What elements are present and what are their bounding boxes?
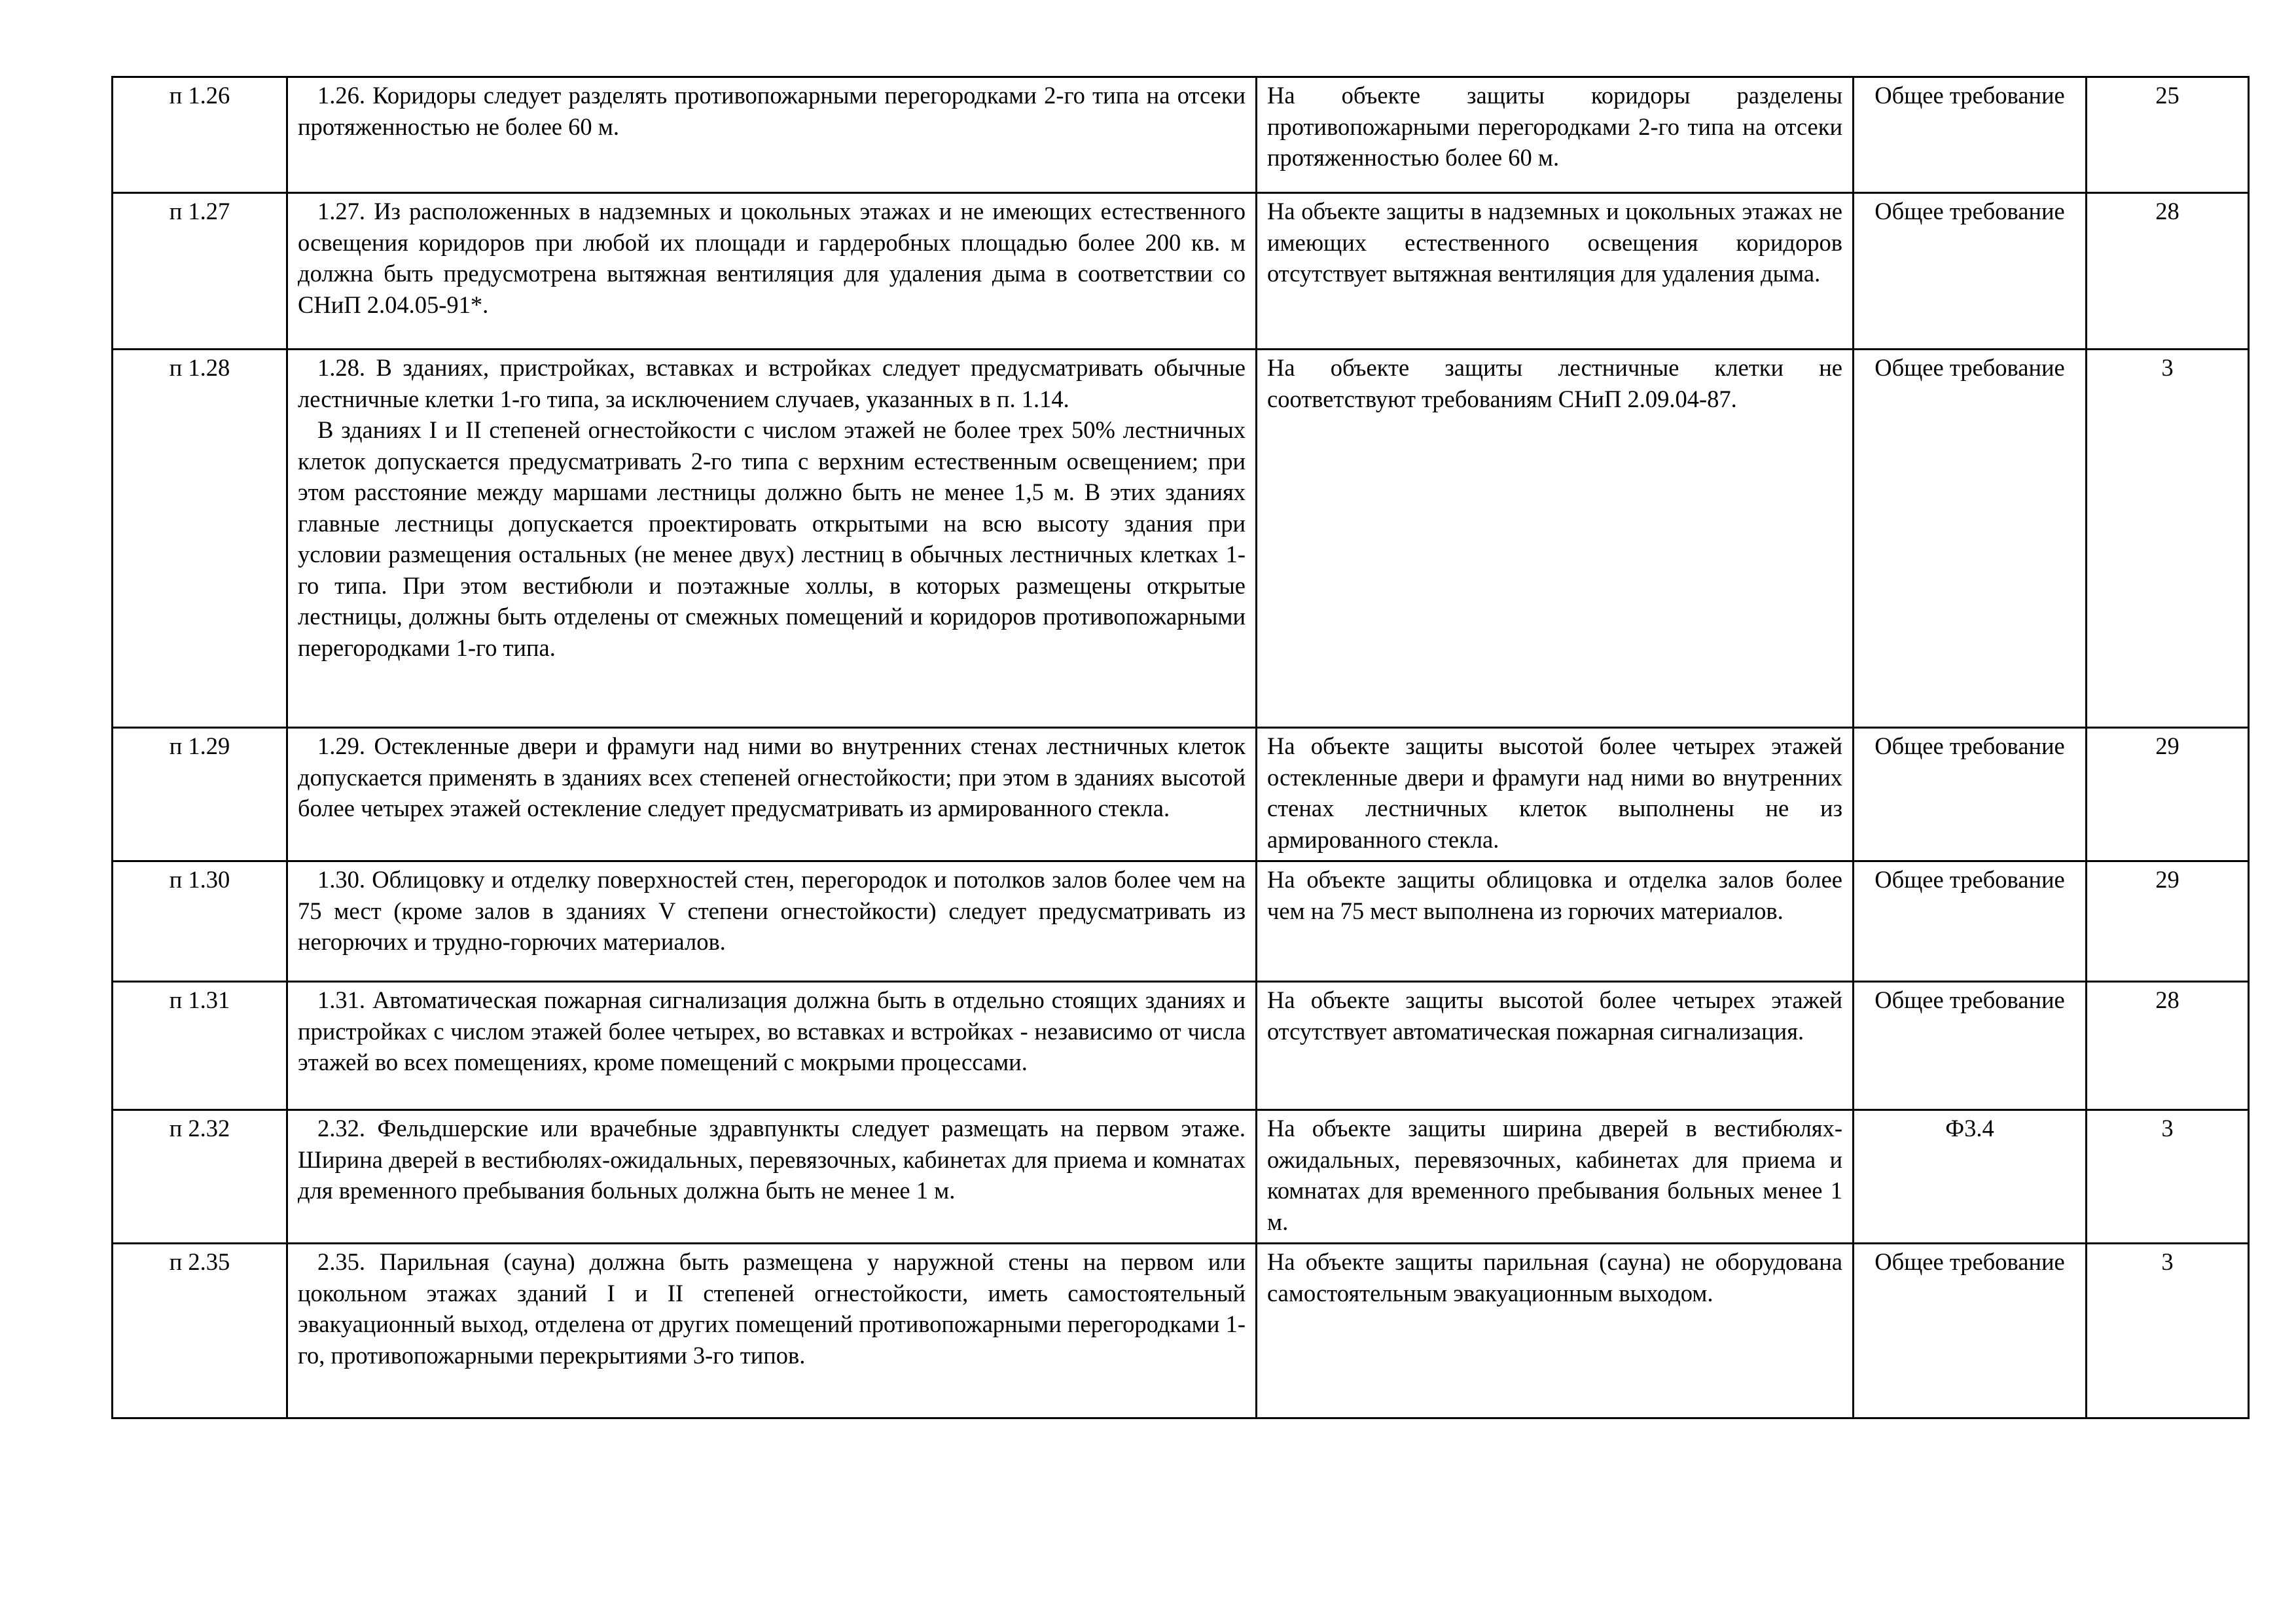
- requirement-text: [287, 350, 1257, 728]
- violation-text: На объекте защиты ширина дверей в вестибюлях-ожидальных, перевязочных, кабинетах для приема и комнатах для временного пребывания больных менее 1 м.: [1257, 1110, 1854, 1244]
- requirement-paragraph: 1.29. Остекленные двери и фрамуги над ними во внутренних стенах лестничных клеток допускается применять в зданиях всех степеней огнестойкости; при этом в зданиях высотой более четырех этажей остекление следует предусматривать из армированного стекла.: [298, 732, 1246, 821]
- table-row: [113, 861, 2249, 982]
- requirement-paragraph: 1.30. Облицовку и отделку поверхностей стен, перегородок и потолков залов более чем на 75 мест (кроме залов в зданиях V степени огнестойкости) следует предусматривать из негорючих и трудно-горючих материалов.: [298, 866, 1246, 955]
- requirement-paragraph: 1.26. Коридоры следует разделять противопожарными перегородками 2-го типа на отсеки протяженностью не более 60 м.: [298, 82, 1246, 140]
- clause-reference: п 1.27: [113, 193, 287, 350]
- requirement-text: [287, 77, 1257, 193]
- clause-reference: п 1.30: [113, 861, 287, 982]
- requirement-category: Общее требование: [1854, 77, 2087, 193]
- requirement-category: Общее требование: [1854, 350, 2087, 728]
- requirement-paragraph: 1.28. В зданиях, пристройках, вставках и встройках следует предусматривать обычные лестничные клетки 1-го типа, за исключением случаев, указанных в п. 1.14.: [298, 354, 1246, 412]
- requirement-paragraph: 1.27. Из расположенных в надземных и цокольных этажах и не имеющих естественного освещения коридоров при любой их площади и гардеробных площадью более 200 кв. м должна быть предусмотрена вытяжная вентиляция для удаления дыма в соответствии со СНиП 2.04.05-91*.: [298, 198, 1246, 318]
- violation-text: На объекте защиты облицовка и отделка залов более чем на 75 мест выполнена из горючих материалов.: [1257, 861, 1854, 982]
- violation-text: На объекте защиты парильная (сауна) не оборудована самостоятельным эвакуационным выходом.: [1257, 1244, 1854, 1418]
- violation-text: На объекте защиты высотой более четырех этажей остекленные двери и фрамуги над ними во внутренних стенах лестничных клеток выполнены не из армированного стекла.: [1257, 728, 1854, 861]
- table-row: [113, 728, 2249, 861]
- table-row: [113, 77, 2249, 193]
- requirement-text: [287, 982, 1257, 1110]
- requirement-paragraph: 2.35. Парильная (сауна) должна быть размещена у наружной стены на первом или цокольном этажах зданий I и II степеней огнестойкости, иметь самостоятельный эвакуационный выход, отделена от других помещений противопожарными перегородками 1-го, противопожарными перекрытиями 3-го типов.: [298, 1248, 1246, 1369]
- reference-number: 28: [2087, 982, 2249, 1110]
- reference-number: 25: [2087, 77, 2249, 193]
- reference-number: 3: [2087, 350, 2249, 728]
- clause-reference: п 2.35: [113, 1244, 287, 1418]
- requirement-text: [287, 728, 1257, 861]
- reference-number: 3: [2087, 1244, 2249, 1418]
- reference-number: 29: [2087, 861, 2249, 982]
- requirement-text: [287, 1110, 1257, 1244]
- requirement-text: [287, 861, 1257, 982]
- clause-reference: п 1.28: [113, 350, 287, 728]
- reference-number: 3: [2087, 1110, 2249, 1244]
- requirement-category: Общее требование: [1854, 861, 2087, 982]
- clause-reference: п 1.26: [113, 77, 287, 193]
- clause-reference: п 1.29: [113, 728, 287, 861]
- requirement-paragraph: В зданиях I и II степеней огнестойкости с числом этажей не более трех 50% лестничных клеток допускается предусматривать 2-го типа с верхним естественным освещением; при этом расстояние между маршами лестницы должно быть не менее 1,5 м. В этих зданиях главные лестницы допускается проектировать открытыми на всю высоту здания при условии размещения остальных (не менее двух) лестниц в обычных лестничных клетках 1-го типа. При этом вестибюли и поэтажные холлы, в которых размещены открытые лестницы, должны быть отделены от смежных помещений и коридоров противопожарными перегородками 1-го типа.: [298, 416, 1246, 661]
- requirement-category: Общее требование: [1854, 728, 2087, 861]
- reference-number: 28: [2087, 193, 2249, 350]
- requirement-text: [287, 193, 1257, 350]
- requirement-category: Общее требование: [1854, 193, 2087, 350]
- requirement-text: [287, 1244, 1257, 1418]
- requirement-paragraph: 2.32. Фельдшерские или врачебные здравпункты следует размещать на первом этаже. Ширина дверей в вестибюлях-ожидальных, перевязочных, кабинетах для приема и комнатах для временного пребывания больных должна быть не менее 1 м.: [298, 1115, 1246, 1204]
- violation-text: На объекте защиты высотой более четырех этажей отсутствует автоматическая пожарная сигнализация.: [1257, 982, 1854, 1110]
- table-row: [113, 193, 2249, 350]
- table-row: [113, 982, 2249, 1110]
- violation-text: На объекте защиты лестничные клетки не соответствуют требованиям СНиП 2.09.04-87.: [1257, 350, 1854, 728]
- violation-text: На объекте защиты в надземных и цокольных этажах не имеющих естественного освещения коридоров отсутствует вытяжная вентиляция для удаления дыма.: [1257, 193, 1854, 350]
- requirement-category: Ф3.4: [1854, 1110, 2087, 1244]
- reference-number: 29: [2087, 728, 2249, 861]
- violation-text: На объекте защиты коридоры разделены противопожарными перегородками 2-го типа на отсеки протяженностью более 60 м.: [1257, 77, 1854, 193]
- table-row: [113, 1110, 2249, 1244]
- table-row: [113, 1244, 2249, 1418]
- requirements-table: [111, 76, 2250, 1419]
- clause-reference: п 2.32: [113, 1110, 287, 1244]
- requirement-paragraph: 1.31. Автоматическая пожарная сигнализация должна быть в отдельно стоящих зданиях и пристройках с числом этажей более четырех, во вставках и встройках - независимо от числа этажей во всех помещениях, кроме помещений с мокрыми процессами.: [298, 986, 1246, 1075]
- requirement-category: Общее требование: [1854, 1244, 2087, 1418]
- clause-reference: п 1.31: [113, 982, 287, 1110]
- table-row: [113, 350, 2249, 728]
- requirement-category: Общее требование: [1854, 982, 2087, 1110]
